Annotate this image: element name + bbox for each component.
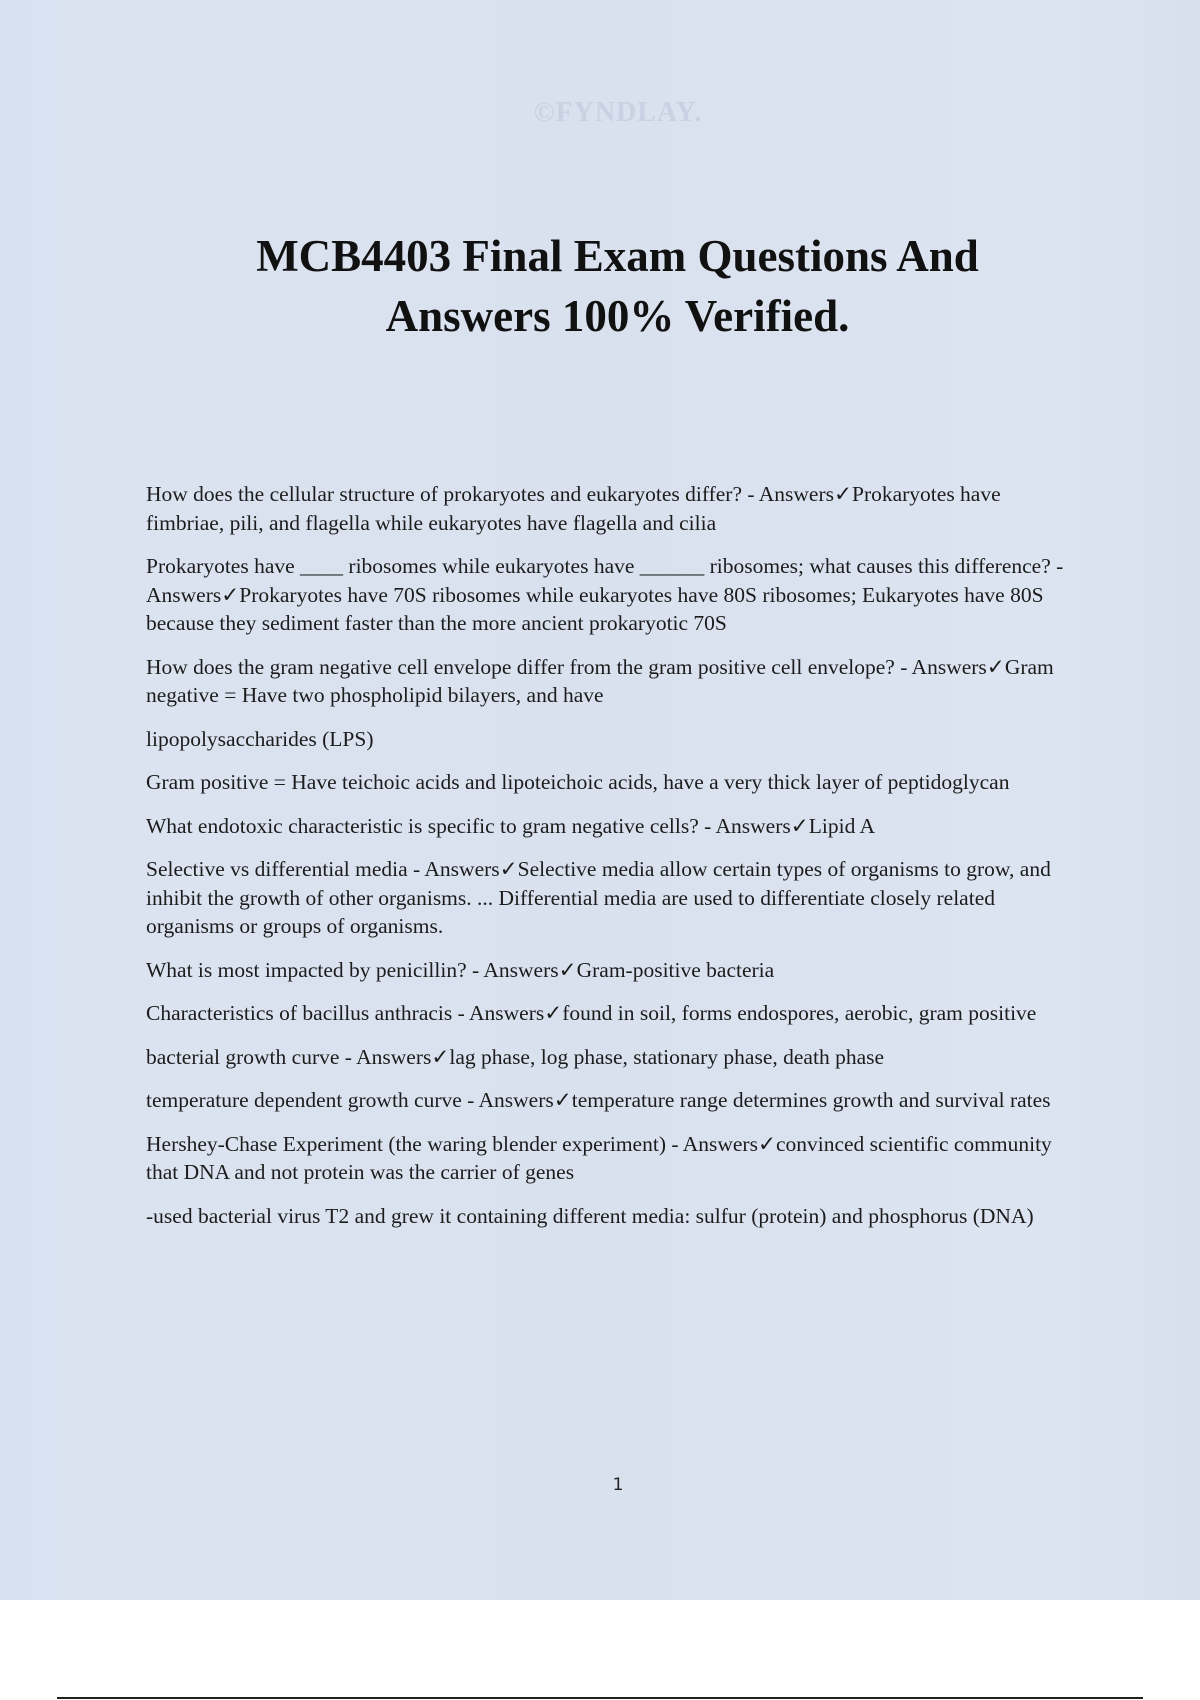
qa-paragraph-2: Prokaryotes have ____ ribosomes while eukaryotes have ______ ribosomes; what causes this difference? - Answers✓Prokaryotes have 70S ribosomes while eukaryotes have 80S ribosomes; Eukaryotes have 80S because they sediment faster than the more ancient prokaryotic 70S (146, 554, 1064, 635)
qa-paragraph-9: Characteristics of bacillus anthracis - Answers✓found in soil, forms endospores, aerobic, gram positive (146, 1001, 1037, 1025)
qa-paragraph-8: What is most impacted by penicillin? - Answers✓Gram-positive bacteria (146, 957, 775, 982)
qa-paragraph-4: lipopolysaccharides (LPS) (146, 726, 374, 751)
qa-paragraph-6: What endotoxic characteristic is specific to gram negative cells? - Answers✓Lipid A (146, 813, 876, 838)
title-line-1: MCB4403 Final Exam Questions And (256, 231, 979, 281)
qa-paragraph-5: Gram positive = Have teichoic acids and lipoteichoic acids, have a very thick layer of peptidoglycan (146, 770, 1010, 794)
qa-paragraph-11: temperature dependent growth curve - Answers✓temperature range determines growth and survival rates (146, 1088, 1051, 1112)
page-number: 1 (612, 1475, 624, 1495)
question-answer-list (146, 480, 1076, 1245)
qa-paragraph-7: Selective vs differential media - Answers✓Selective media allow certain types of organisms to grow, and inhibit the growth of other organisms. ... Differential media are used to differentiate closely related organisms or groups of organisms. (146, 857, 1051, 938)
qa-paragraph-12: Hershey-Chase Experiment (the waring blender experiment) - Answers✓convinced scientific community that DNA and not protein was the carrier of genes (146, 1131, 1052, 1184)
title-line-2: Answers 100% Verified. (385, 291, 850, 341)
page-title (150, 226, 1085, 346)
watermark: ©FYNDLAY. (533, 97, 703, 128)
qa-paragraph-3: How does the gram negative cell envelope differ from the gram positive cell envelope? - Answers✓Gram negative = Have two phospholipid bilayers, and have (146, 654, 1054, 707)
qa-paragraph-13: -used bacterial virus T2 and grew it containing different media: sulfur (protein) and phosphorus (DNA) (146, 1203, 1034, 1228)
qa-paragraph-1: How does the cellular structure of prokaryotes and eukaryotes differ? - Answers✓Prokaryotes have fimbriae, pili, and flagella while eukaryotes have flagella and cilia (146, 482, 1001, 535)
bottom-divider (57, 1697, 1143, 1699)
qa-paragraph-10: bacterial growth curve - Answers✓lag phase, log phase, stationary phase, death phase (146, 1044, 885, 1069)
